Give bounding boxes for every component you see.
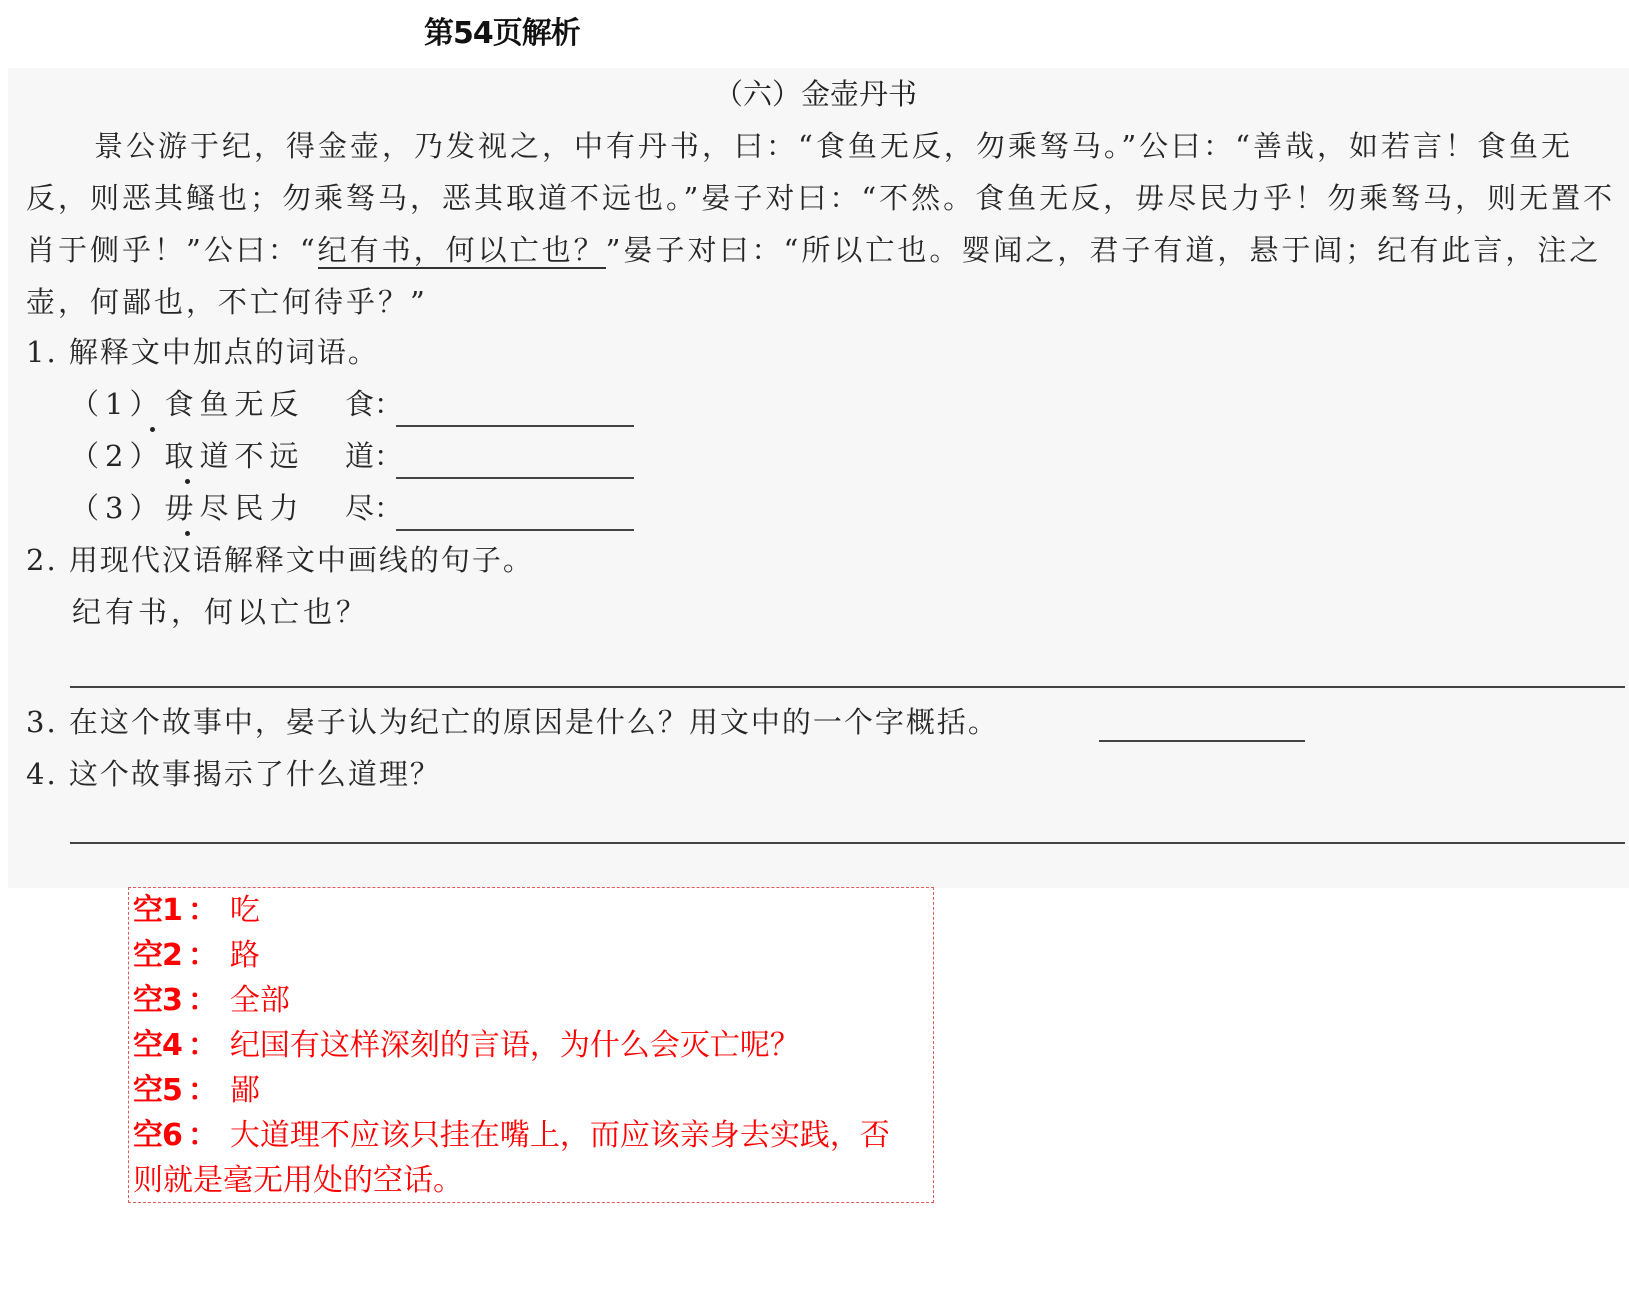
emphasis-dot-shi [150,427,155,432]
answer-colon-5: ： [187,1073,218,1108]
answer-blank-2[interactable] [396,477,634,479]
answer-colon-2: ： [187,938,218,973]
answer-text-4: 纪国有这样深刻的言语，为什么会灭亡呢？ [229,1028,800,1063]
passage-text-before: 景公游于纪，得金壶，乃发视之，中有丹书，曰：“食鱼无反，勿乘驽马。”公曰：“善哉，如若言！食鱼无反，则恶其鳋也；勿乘驽马，恶其取道不远也。”晏子对曰：“不然。食鱼无反，毋尽民力乎！勿乘驽马，则无置不肖于侧乎！”公曰：“ [26,129,1616,267]
answer-row-5 [129,1068,933,1113]
question-1-item-3-label: 尽： [345,491,404,525]
answer-key-2: 空2 [133,938,182,973]
question-1-item-3: （3）毋尽民力 [70,491,305,525]
answer-key-box [128,887,934,1203]
answer-colon-1: ： [187,893,218,928]
question-1-item-1-label: 食： [345,387,404,421]
answer-colon-6: ： [187,1118,218,1153]
answer-text-3: 全部 [229,983,290,1018]
classical-passage [26,120,1626,328]
answer-key-1: 空1 [133,893,182,928]
question-3-prompt: 3. 在这个故事中，晏子认为纪亡的原因是什么？用文中的一个字概括。 [26,705,999,739]
answer-text-5: 鄙 [229,1073,260,1108]
answer-key-5: 空5 [133,1073,182,1108]
answer-row-3 [129,978,933,1023]
answer-key-6: 空6 [133,1118,182,1153]
question-1-item-1: （1）食鱼无反 [70,387,305,421]
question-2-sentence: 纪有书，何以亡也？ [72,595,370,629]
underlined-sentence: 纪有书，何以亡也？ [317,233,606,267]
answer-blank-6[interactable] [70,842,1625,844]
answer-blank-5[interactable] [1099,740,1305,742]
section-title: （六）金壶丹书 [714,77,918,111]
question-4-prompt: 4. 这个故事揭示了什么道理？ [26,757,441,791]
answer-blank-3[interactable] [396,529,634,531]
answer-colon-4: ： [187,1028,218,1063]
passage-text-after: ”晏子对曰：“所以亡也。婴闻之，君子有道，悬于闾；纪有此言，注之壶，何鄙也，不亡何待乎？” [26,233,1602,319]
answer-row-6 [129,1113,913,1203]
page-heading: 第54页解析 [424,16,580,51]
answer-key-3: 空3 [133,983,182,1018]
answer-row-2 [129,933,933,978]
answer-blank-4[interactable] [70,686,1625,688]
answer-text-2: 路 [229,938,260,973]
answer-blank-1[interactable] [396,425,634,427]
emphasis-dot-jin [185,531,190,536]
answer-colon-3: ： [187,983,218,1018]
question-2-prompt: 2. 用现代汉语解释文中画线的句子。 [26,543,534,577]
question-1-item-2-label: 道： [345,439,404,473]
answer-text-6: 大道理不应该只挂在嘴上，而应该亲身去实践，否则就是毫无用处的空话。 [133,1118,890,1198]
answer-row-1 [129,888,933,933]
answer-text-1: 吃 [229,893,260,928]
emphasis-dot-dao [185,479,190,484]
question-1-prompt: 1. 解释文中加点的词语。 [26,335,379,369]
answer-key-4: 空4 [133,1028,182,1063]
answer-row-4 [129,1023,933,1068]
question-1-item-2: （2）取道不远 [70,439,305,473]
